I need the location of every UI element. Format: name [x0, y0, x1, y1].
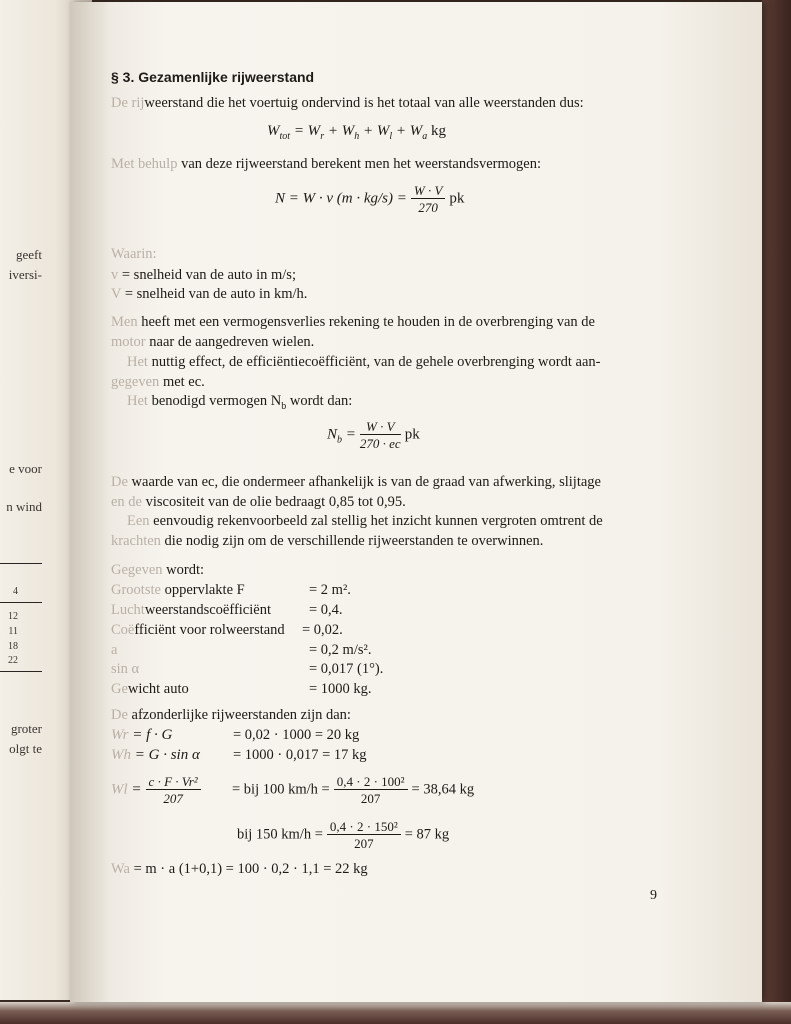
slope-resistance [111, 748, 200, 763]
given-row [111, 583, 245, 598]
resistances-label [111, 708, 351, 723]
ec-text: viscositeit van de olie bedraagt 0,85 tot 0,95. [142, 494, 406, 510]
prev-table-value: 22 [8, 655, 18, 666]
fraction-denominator: 270 · ec [359, 436, 401, 451]
prev-fragment: olgt te [9, 741, 42, 756]
prev-fragment: iversi- [8, 267, 42, 282]
faded-text: Ge [111, 681, 128, 697]
given-value: = 0,2 m/s². [309, 642, 372, 658]
fraction [360, 420, 401, 450]
given-name: oppervlakte F [160, 582, 245, 598]
prev-fragment: geeft [16, 247, 42, 262]
given-value: = 1000 kg. [309, 681, 372, 697]
where-v-text: = snelheid van de auto in m/s; [118, 267, 296, 283]
eq-text: = bij 100 km/h = [232, 781, 330, 798]
faded-text: a [111, 642, 118, 658]
faded-text: Coë [111, 622, 135, 638]
eq-symbol: = W [293, 123, 321, 139]
eq-text: bij 150 km/h = [237, 826, 323, 843]
faded-text: Het [127, 393, 148, 409]
eq-symbol: + W [392, 123, 423, 139]
eq-text: = m · a (1+0,1) = 100 · 0,2 · 1,1 = 22 kg [129, 861, 368, 877]
air-resistance [111, 775, 205, 805]
given-row [111, 682, 189, 697]
given-label-text: wordt: [162, 562, 205, 578]
fraction-numerator: W · V [411, 184, 446, 199]
eq-symbol: W [267, 123, 280, 139]
fraction-denominator: 207 [163, 791, 183, 806]
ec-line [111, 475, 601, 490]
faded-text: sin α [111, 661, 140, 677]
ec-line [111, 495, 406, 510]
prev-fragment: e voor [9, 461, 42, 476]
where-V-text: = snelheid van de auto in km/h. [121, 286, 308, 302]
losses-text: heeft met een vermogensverlies rekening te houden in de overbrenging van de [137, 314, 595, 330]
prev-fragment: groter [10, 721, 42, 736]
given-value: = 0,017 (1°). [309, 661, 384, 677]
faded-text: De [111, 474, 128, 490]
eq-symbol: = [342, 426, 356, 443]
intro-text: weerstand die het voertuig ondervind is het totaal van alle weerstanden dus: [144, 95, 584, 111]
eq-left: N = W · v (m · kg/s) = [275, 190, 407, 207]
prev-table-value: 11 [8, 626, 18, 637]
fraction-numerator: 0,4 · 2 · 100² [334, 775, 408, 790]
losses-text: wordt dan: [286, 393, 353, 409]
eq-text: = [127, 781, 142, 798]
eq-subscript: b [281, 400, 287, 412]
losses-line [127, 355, 600, 370]
eq-symbol: N [327, 426, 338, 443]
losses-line [111, 335, 314, 350]
ec-text: die nodig zijn om de verschillende rijweerstanden te overwinnen. [160, 533, 544, 549]
given-name: fficiënt voor rolweerstand [134, 622, 285, 638]
given-row [111, 623, 285, 638]
fraction-numerator: c · F · Vr² [146, 775, 201, 790]
eq-result: = 38,64 kg [411, 781, 475, 798]
book-cover-edge [762, 0, 791, 1024]
prev-fragment: n wind [6, 499, 42, 514]
faded-text: Wa [111, 861, 130, 877]
intro-line [111, 96, 584, 111]
fraction-denominator: 207 [354, 836, 374, 851]
given-name: weerstandscoëfficiënt [144, 602, 271, 618]
equation-power [275, 184, 464, 214]
rolling-resistance-calc: = 0,02 · 1000 = 20 kg [233, 727, 360, 743]
fraction [334, 775, 408, 805]
eq-result: = 87 kg [404, 826, 450, 843]
ec-line [127, 514, 603, 529]
faded-text: Gegeven [111, 562, 163, 578]
eq-symbol: + W [324, 123, 355, 139]
slope-resistance-calc: = 1000 · 0,017 = 17 kg [233, 747, 367, 763]
where-label: Waarin: [111, 246, 157, 262]
given-label [111, 563, 204, 578]
prev-table-value: 18 [8, 641, 18, 652]
eq-text: = G · sin α [131, 747, 200, 763]
eq-subscript: r [320, 131, 325, 142]
prev-table-rule [0, 602, 42, 603]
power-intro-line [111, 157, 541, 172]
eq-subscript: a [422, 131, 428, 142]
faded-text: Lucht [111, 602, 145, 618]
fraction-numerator: 0,4 · 2 · 150² [327, 820, 401, 835]
losses-line [111, 315, 595, 330]
given-row [111, 643, 117, 658]
given-value: = 2 m². [309, 582, 351, 598]
air-resistance-150 [237, 820, 449, 850]
faded-text: V [111, 286, 122, 302]
losses-text: met ec. [159, 374, 205, 390]
eq-subscript: h [354, 131, 360, 142]
ec-text: eenvoudig rekenvoorbeeld zal stellig het inzicht kunnen vergroten omtrent de [149, 513, 603, 529]
faded-text: motor [111, 334, 146, 350]
page-number: 9 [650, 888, 657, 903]
where-v-line [111, 268, 296, 283]
given-value: = 0,4. [309, 602, 343, 618]
faded-text: v [111, 267, 119, 283]
faded-text: Wr [111, 727, 129, 743]
prev-table-value: 12 [8, 611, 18, 622]
equation-required-power [327, 420, 420, 450]
faded-text: gegeven [111, 374, 160, 390]
faded-text: De rij [111, 95, 145, 111]
losses-text: nuttig effect, de efficiëntiecoëfficiënt, van de gehele overbrenging wordt aan- [147, 354, 601, 370]
losses-text: naar de aangedreven wielen. [145, 334, 315, 350]
fraction [146, 775, 201, 805]
air-resistance-100 [232, 775, 474, 805]
faded-text: Men [111, 314, 138, 330]
eq-text: = f · G [128, 727, 173, 743]
eq-subscript: tot [279, 131, 291, 142]
fraction-denominator: 207 [360, 791, 381, 806]
eq-subscript: l [389, 131, 393, 142]
fraction [327, 820, 401, 850]
eq-unit: pk [449, 190, 465, 207]
given-row [111, 603, 271, 618]
faded-text: Het [127, 354, 148, 370]
prev-table-value: 4 [13, 586, 18, 597]
fraction [411, 184, 446, 214]
fraction-numerator: W · V [360, 420, 401, 435]
given-name: wicht auto [127, 681, 189, 697]
ec-line [111, 534, 543, 549]
ec-text: waarde van ec, die ondermeer afhankelijk is van de graad van afwerking, slijtage [127, 474, 601, 490]
given-value: = 0,02. [302, 622, 343, 638]
given-row [111, 662, 139, 677]
eq-unit: kg [431, 123, 446, 139]
faded-text: Een [127, 513, 150, 529]
acceleration-resistance [111, 862, 368, 877]
faded-text: Met behulp [111, 156, 178, 172]
section-heading: § 3. Gezamenlijke rijweerstand [111, 69, 315, 85]
resistances-label-text: afzonderlijke rijweerstanden zijn dan: [127, 707, 351, 723]
losses-line [127, 394, 352, 412]
losses-text: benodigd vermogen N [147, 393, 282, 409]
power-intro-text: van deze rijweerstand berekent men het weerstandsvermogen: [177, 156, 542, 172]
losses-line [111, 375, 205, 390]
fraction-denominator: 270 [418, 200, 438, 215]
faded-text: Grootste [111, 582, 161, 598]
prev-table-rule [0, 671, 42, 672]
book-bottom-edge [0, 1002, 791, 1024]
prev-table-rule [0, 563, 42, 564]
eq-subscript: b [337, 434, 343, 446]
faded-text: en de [111, 494, 142, 510]
where-V-line [111, 287, 307, 302]
eq-symbol: + W [359, 123, 390, 139]
faded-text: krachten [111, 533, 161, 549]
faded-text: Wl [111, 781, 128, 798]
equation-total-resistance [267, 124, 446, 142]
eq-unit: pk [404, 426, 420, 443]
faded-text: Wh [111, 747, 131, 763]
rolling-resistance [111, 728, 172, 743]
faded-text: De [111, 707, 128, 723]
